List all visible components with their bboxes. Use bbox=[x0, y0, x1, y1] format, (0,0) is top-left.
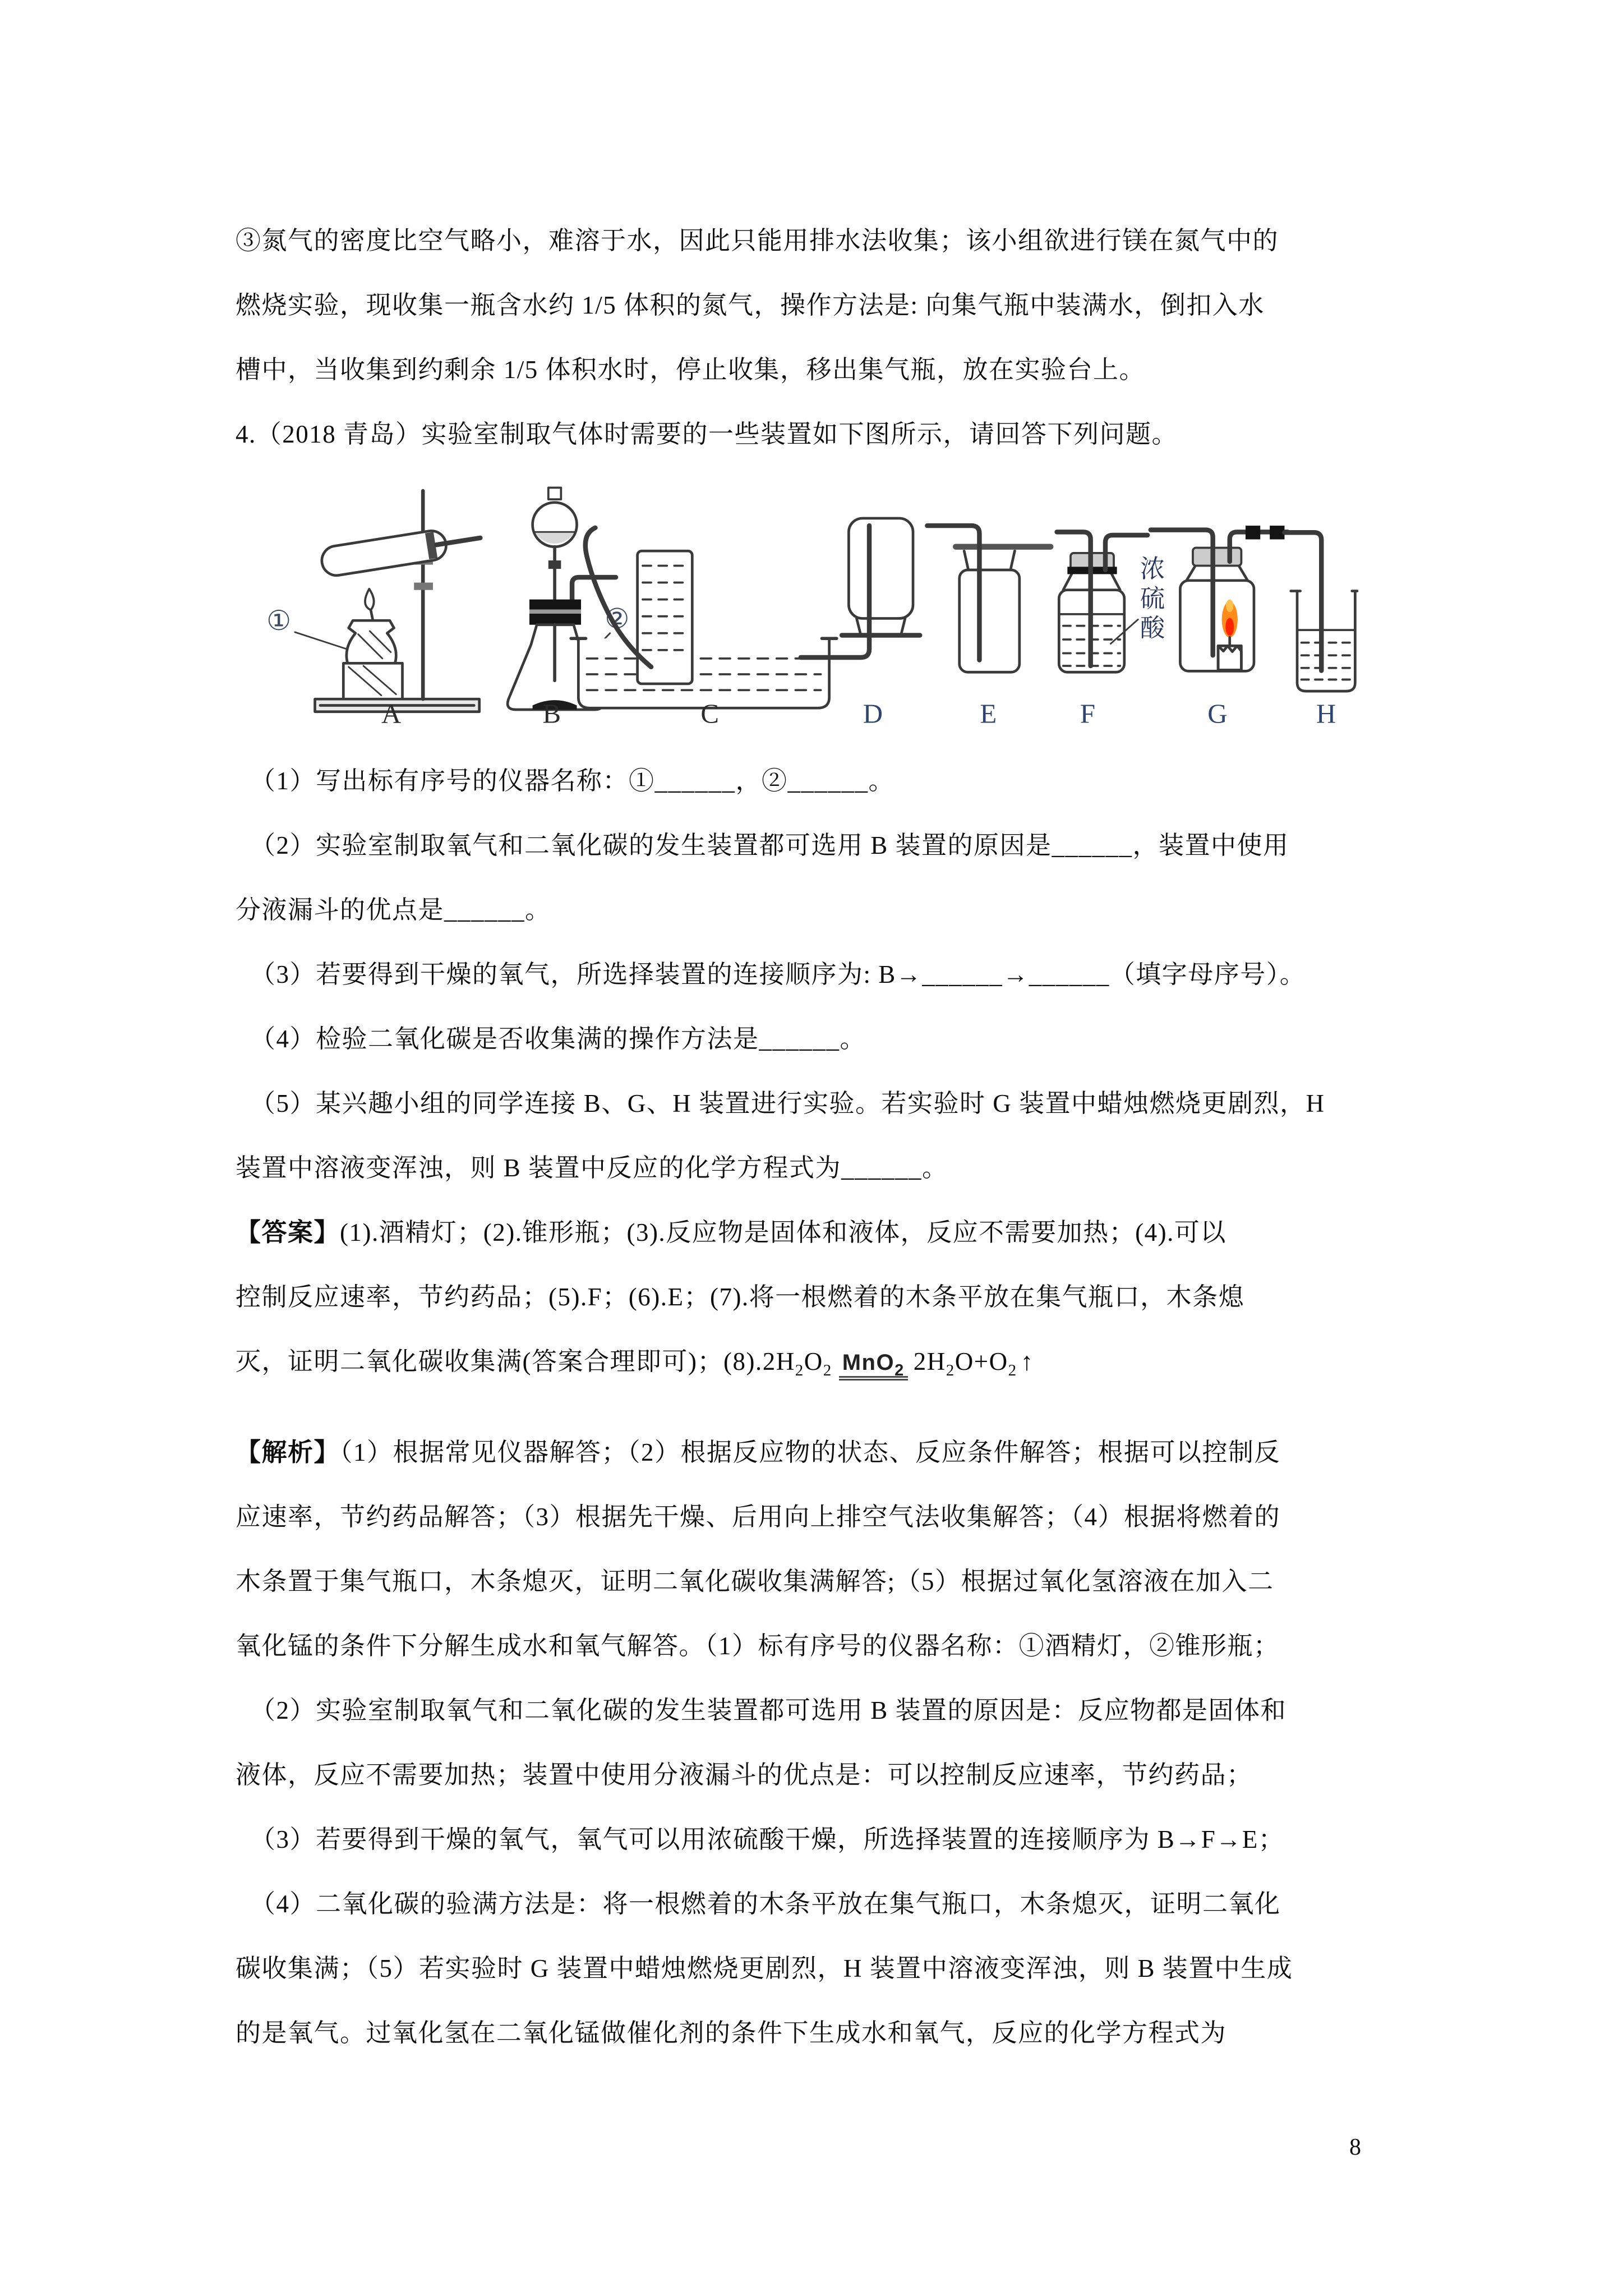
chemical-equation bbox=[763, 1329, 1034, 1394]
analysis-line-8: （4）二氧化碳的验满方法是：将一根燃着的木条平放在集气瓶口，木条熄灭，证明二氧化 bbox=[250, 1890, 1281, 1918]
eq-subscript: 2 bbox=[795, 1361, 804, 1379]
callout-2: ② bbox=[605, 603, 630, 634]
answer-text: 灭，证明二氧化碳收集满(答案合理即可)；(8). bbox=[236, 1347, 763, 1375]
question-2-line-1: （2）实验室制取氧气和二氧化碳的发生装置都可选用 B 装置的原因是______，装置中使用 bbox=[250, 831, 1289, 859]
callout-1: ① bbox=[266, 605, 291, 637]
label-G: G bbox=[1207, 698, 1228, 729]
analysis-line-3: 木条置于集气瓶口，木条熄灭，证明二氧化碳收集满解答;（5）根据过氧化氢溶液在加入二 bbox=[236, 1567, 1274, 1595]
lamp-flame-icon bbox=[365, 589, 374, 610]
label-H: H bbox=[1316, 698, 1336, 729]
paragraph-nitrogen-collection bbox=[236, 209, 1419, 402]
label-C: C bbox=[700, 698, 719, 729]
question-1: （1）写出标有序号的仪器名称：①______，②______。 bbox=[250, 767, 895, 795]
text-line: ③氮气的密度比空气略小，难溶于水，因此只能用排水法收集；该小组欲进行镁在氮气中的 bbox=[236, 227, 1279, 255]
apparatus-figure bbox=[241, 481, 1358, 740]
analysis-line-7: （3）若要得到干燥的氧气，氧气可以用浓硫酸干燥，所选择装置的连接顺序为 B→F→E； bbox=[250, 1825, 1285, 1853]
acid-label-char: 酸 bbox=[1140, 614, 1165, 642]
label-F: F bbox=[1080, 698, 1096, 729]
eq-token: 2H bbox=[913, 1347, 946, 1375]
eq-subscript: 2 bbox=[823, 1361, 832, 1379]
answer-text: (1).酒精灯；(2).锥形瓶；(3).反应物是固体和液体，反应不需要加热；(4).可以 bbox=[340, 1218, 1227, 1246]
page-number: 8 bbox=[1349, 2134, 1361, 2160]
eq-token: O+O bbox=[955, 1347, 1008, 1375]
text-line: 燃烧实验，现收集一瓶含水约 1/5 体积的氮气，操作方法是: 向集气瓶中装满水，倒扣入水 bbox=[236, 291, 1265, 319]
answer-line-3 bbox=[236, 1329, 1419, 1394]
answer-section bbox=[236, 1200, 1419, 1394]
analysis-line-2: 应速率，节约药品解答；（3）根据先干燥、后用向上排空气法收集解答；（4）根据将燃着的 bbox=[236, 1503, 1281, 1531]
label-A: A bbox=[381, 698, 402, 729]
label-E: E bbox=[980, 698, 997, 729]
acid-label-char: 硫 bbox=[1140, 585, 1165, 613]
apparatus-e-gas-collecting-bottle bbox=[927, 526, 1050, 729]
answer-line-2: 控制反应速率，节约药品；(5).F；(6).E；(7).将一根燃着的木条平放在集气瓶口，木条熄 bbox=[236, 1283, 1245, 1311]
label-D: D bbox=[863, 698, 883, 729]
question-5-line-1: （5）某兴趣小组的同学连接 B、G、H 装置进行实验。若实验时 G 装置中蜡烛燃烧更剧烈，H bbox=[250, 1089, 1325, 1117]
apparatus-a-heated-test-tube bbox=[266, 491, 482, 729]
question-5-line-2: 装置中溶液变浑浊，则 B 装置中反应的化学方程式为______。 bbox=[236, 1154, 948, 1182]
question-2-line-2: 分液漏斗的优点是______。 bbox=[236, 896, 551, 924]
answer-line-1 bbox=[236, 1200, 1419, 1265]
eq-token: O bbox=[804, 1347, 823, 1375]
eq-token: 2H bbox=[762, 1347, 795, 1375]
alcohol-lamp-icon bbox=[347, 620, 396, 663]
analysis-line-10: 的是氧气。过氧化氢在二氧化锰做催化剂的条件下生成水和氧气，反应的化学方程式为 bbox=[236, 2019, 1227, 2047]
catalyst-over-arrow bbox=[839, 1349, 908, 1381]
text-line: 4.（2018 青岛）实验室制取气体时需要的一些装置如下图所示，请回答下列问题。 bbox=[236, 420, 1178, 448]
sub-questions bbox=[236, 749, 1419, 1200]
analysis-line-5: （2）实验室制取氧气和二氧化碳的发生装置都可选用 B 装置的原因是：反应物都是固体和 bbox=[250, 1696, 1287, 1724]
analysis-line-1 bbox=[236, 1420, 1419, 1485]
eq-token: MnO bbox=[842, 1350, 895, 1375]
question-4-check-full: （4）检验二氧化碳是否收集满的操作方法是______。 bbox=[250, 1025, 866, 1053]
eq-subscript: 2 bbox=[946, 1361, 955, 1379]
question-3: （3）若要得到干燥的氧气，所选择装置的连接顺序为: B→______→______（填字母序号）。 bbox=[250, 960, 1306, 988]
apparatus-f-gas-washing-bottle bbox=[1057, 532, 1165, 729]
apparatus-h-beaker bbox=[1284, 532, 1357, 729]
analysis-line-6: 液体，反应不需要加热；装置中使用分液漏斗的优点是：可以控制反应速率，节约药品； bbox=[236, 1761, 1253, 1789]
question-4-stem bbox=[236, 402, 1419, 467]
gas-up-arrow-icon: ↑ bbox=[1020, 1347, 1034, 1375]
analysis-line-9: 碳收集满；（5）若实验时 G 装置中蜡烛燃烧更剧烈，H 装置中溶液变浑浊，则 B 装置中生成 bbox=[236, 1954, 1293, 1982]
answer-label: 【答案】 bbox=[236, 1218, 340, 1246]
analysis-line-4: 氧化锰的条件下分解生成水和氧气解答。（1）标有序号的仪器名称：①酒精灯，②锥形瓶； bbox=[236, 1632, 1280, 1660]
candle-icon bbox=[1218, 646, 1241, 670]
eq-subscript: 2 bbox=[1008, 1361, 1017, 1379]
apparatus-diagram bbox=[241, 481, 1358, 737]
analysis-section bbox=[236, 1420, 1419, 2065]
text-line: 槽中，当收集到约剩余 1/5 体积水时，停止收集，移出集气瓶，放在实验台上。 bbox=[236, 356, 1146, 384]
label-B: B bbox=[542, 698, 561, 729]
acid-label-char: 浓 bbox=[1140, 555, 1165, 583]
eq-subscript: 2 bbox=[895, 1361, 905, 1379]
analysis-label: 【解析】 bbox=[236, 1438, 340, 1466]
analysis-text: （1）根据常见仪器解答；（2）根据反应物的状态、反应条件解答；根据可以控制反 bbox=[340, 1438, 1281, 1466]
apparatus-g-candle-bottle bbox=[1151, 526, 1288, 729]
